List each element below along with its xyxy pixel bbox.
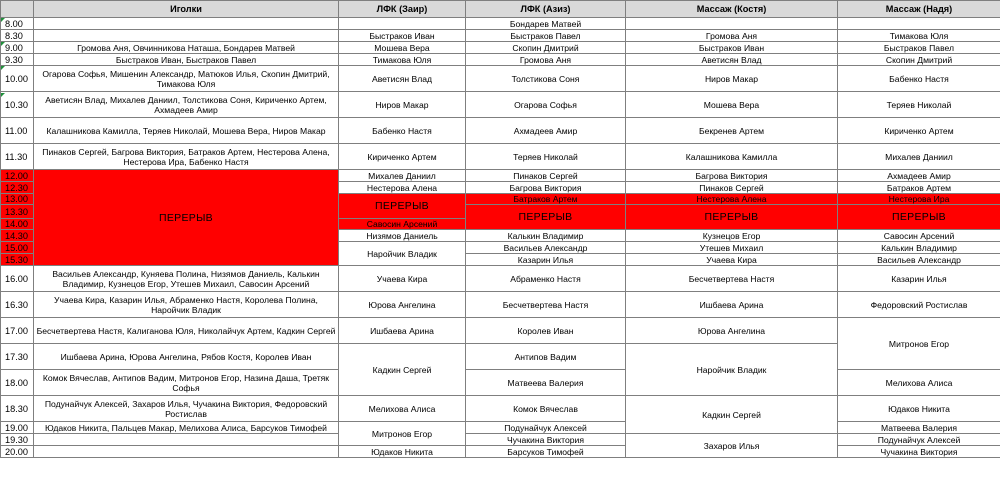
cell[interactable]: Ишбаева Арина bbox=[339, 318, 466, 344]
time-cell[interactable]: 20.00 bbox=[1, 446, 34, 458]
row-11-30 bbox=[1, 144, 1000, 170]
row-17-00 bbox=[1, 318, 1000, 344]
time-cell[interactable]: 13.00 bbox=[1, 194, 34, 205]
time-cell[interactable]: 10.00 bbox=[1, 66, 34, 92]
cell[interactable]: Аветисян Влад, Михалев Даниил, Толстикова Соня, Кириченко Артем, Ахмадеев Амир bbox=[34, 92, 339, 118]
cell[interactable]: Нестерова Ира bbox=[838, 194, 1000, 205]
comment-marker-icon bbox=[1, 66, 5, 70]
cell[interactable]: Васильев Александр, Куняева Полина, Низямов Даниель, Калькин Владимир, Кузнецов Егор, Утешев Михаил, Савосин Арсений bbox=[34, 266, 339, 292]
header-cell-needles[interactable]: Иголки bbox=[34, 1, 339, 18]
cell[interactable]: Скопин Дмитрий bbox=[466, 42, 626, 54]
cell[interactable]: Захаров Илья bbox=[626, 434, 838, 458]
time-cell[interactable]: 8.00 bbox=[1, 18, 34, 30]
cell[interactable]: Багрова Виктория bbox=[626, 170, 838, 182]
cell[interactable]: Багрова Виктория bbox=[466, 182, 626, 194]
time-cell[interactable]: 18.00 bbox=[1, 370, 34, 396]
row-10-00 bbox=[1, 66, 1000, 92]
cell[interactable]: Аветисян Влад bbox=[626, 54, 838, 66]
cell[interactable]: Низямов Даниель bbox=[339, 230, 466, 242]
row-9-30 bbox=[1, 54, 1000, 66]
comment-marker-icon bbox=[1, 93, 5, 97]
cell[interactable]: Пинаков Сергей bbox=[466, 170, 626, 182]
cell[interactable]: Федоровский Ростислав bbox=[838, 292, 1000, 318]
row-16-00 bbox=[1, 266, 1000, 292]
cell[interactable]: Утешев Михаил bbox=[626, 242, 838, 254]
cell[interactable]: Чучакина Виктория bbox=[838, 446, 1000, 458]
lfk-zair-break-cell[interactable]: ПЕРЕРЫВ bbox=[339, 194, 466, 219]
cell[interactable]: Быстраков Иван, Быстраков Павел bbox=[34, 54, 339, 66]
lfk-aziz-break-cell[interactable]: ПЕРЕРЫВ bbox=[466, 205, 626, 230]
cell[interactable]: Ишбаева Арина bbox=[626, 292, 838, 318]
cell[interactable]: Мелихова Алиса bbox=[838, 370, 1000, 396]
cell[interactable]: Мелихова Алиса bbox=[339, 396, 466, 422]
cell[interactable]: Пинаков Сергей bbox=[626, 182, 838, 194]
cell[interactable]: Комок Вячеслав, Антипов Вадим, Митронов Егор, Назина Даша, Третяк Софья bbox=[34, 370, 339, 396]
time-cell[interactable]: 17.00 bbox=[1, 318, 34, 344]
cell[interactable]: Калашникова Камилла bbox=[626, 144, 838, 170]
cell[interactable]: Быстраков Иван bbox=[339, 30, 466, 42]
time-cell[interactable]: 14.00 bbox=[1, 219, 34, 230]
time-cell[interactable]: 11.00 bbox=[1, 118, 34, 144]
cell[interactable]: Митронов Егор bbox=[838, 318, 1000, 370]
cell[interactable]: Ниров Макар bbox=[626, 66, 838, 92]
cell[interactable]: Громова Аня, Овчинникова Наташа, Бондарев Матвей bbox=[34, 42, 339, 54]
cell[interactable]: Громова Аня bbox=[626, 30, 838, 42]
cell[interactable]: Казарин Илья bbox=[466, 254, 626, 266]
cell[interactable]: Калашникова Камилла, Теряев Николай, Мошева Вера, Ниров Макар bbox=[34, 118, 339, 144]
time-cell[interactable]: 9.30 bbox=[1, 54, 34, 66]
cell[interactable]: Калькин Владимир bbox=[838, 242, 1000, 254]
comment-marker-icon bbox=[1, 42, 5, 46]
cell[interactable]: Наройчик Владик bbox=[339, 242, 466, 266]
cell[interactable]: Пинаков Сергей, Багрова Виктория, Батраков Артем, Нестерова Алена, Нестерова Ира, Бабенко Настя bbox=[34, 144, 339, 170]
cell[interactable]: Абраменко Настя bbox=[466, 266, 626, 292]
cell[interactable]: Юдаков Никита, Пальцев Макар, Мелихова Алиса, Барсуков Тимофей bbox=[34, 422, 339, 434]
cell[interactable]: Учаева Кира bbox=[339, 266, 466, 292]
cell[interactable]: Быстраков Павел bbox=[838, 42, 1000, 54]
cell[interactable]: Митронов Егор bbox=[339, 422, 466, 446]
cell[interactable] bbox=[339, 18, 466, 30]
time-cell[interactable]: 19.00 bbox=[1, 422, 34, 434]
time-cell[interactable]: 15.30 bbox=[1, 254, 34, 266]
row-18-30 bbox=[1, 396, 1000, 422]
cell[interactable]: Бабенко Настя bbox=[838, 66, 1000, 92]
cell[interactable]: Казарин Илья bbox=[838, 266, 1000, 292]
cell[interactable]: Тимакова Юля bbox=[838, 30, 1000, 42]
cell[interactable]: Барсуков Тимофей bbox=[466, 446, 626, 458]
time-cell[interactable]: 15.00 bbox=[1, 242, 34, 254]
cell[interactable]: Ишбаева Арина, Юрова Ангелина, Рябов Костя, Королев Иван bbox=[34, 344, 339, 370]
cell[interactable]: Савосин Арсений bbox=[838, 230, 1000, 242]
cell[interactable]: Нестерова Алена bbox=[339, 182, 466, 194]
cell[interactable]: Кадкин Сергей bbox=[339, 344, 466, 396]
needles-break-cell[interactable]: ПЕРЕРЫВ bbox=[34, 170, 339, 266]
time-cell[interactable]: 19.30 bbox=[1, 434, 34, 446]
cell[interactable] bbox=[34, 446, 339, 458]
time-cell[interactable]: 16.30 bbox=[1, 292, 34, 318]
cell[interactable]: Кадкин Сергей bbox=[626, 396, 838, 434]
time-cell[interactable]: 11.30 bbox=[1, 144, 34, 170]
header-cell-massage-nadya[interactable]: Массаж (Надя) bbox=[838, 1, 1000, 18]
row-19-00 bbox=[1, 422, 1000, 434]
cell[interactable]: Васильев Александр bbox=[838, 254, 1000, 266]
cell[interactable]: Михалев Даниил bbox=[339, 170, 466, 182]
time-cell[interactable]: 16.00 bbox=[1, 266, 34, 292]
time-cell[interactable]: 13.30 bbox=[1, 205, 34, 219]
cell[interactable]: Ниров Макар bbox=[339, 92, 466, 118]
cell[interactable]: Теряев Николай bbox=[466, 144, 626, 170]
time-cell[interactable]: 10.30 bbox=[1, 92, 34, 118]
header-cell-lfk-aziz[interactable]: ЛФК (Азиз) bbox=[466, 1, 626, 18]
row-8-30 bbox=[1, 30, 1000, 42]
cell[interactable]: Королев Иван bbox=[466, 318, 626, 344]
cell[interactable]: Чучакина Виктория bbox=[466, 434, 626, 446]
cell[interactable]: Толстикова Соня bbox=[466, 66, 626, 92]
cell[interactable]: Огарова Софья bbox=[466, 92, 626, 118]
cell[interactable]: Бекренев Артем bbox=[626, 118, 838, 144]
time-cell[interactable]: 17.30 bbox=[1, 344, 34, 370]
cell[interactable]: Батраков Артем bbox=[466, 194, 626, 205]
cell[interactable]: Юдаков Никита bbox=[838, 396, 1000, 422]
header-cell-lfk-zair[interactable]: ЛФК (Заир) bbox=[339, 1, 466, 18]
cell[interactable]: Васильев Александр bbox=[466, 242, 626, 254]
cell[interactable]: Теряев Николай bbox=[838, 92, 1000, 118]
cell[interactable]: Быстраков Иван bbox=[626, 42, 838, 54]
cell[interactable]: Мошева Вера bbox=[626, 92, 838, 118]
massage-kostya-break-cell[interactable]: ПЕРЕРЫВ bbox=[626, 205, 838, 230]
cell[interactable]: Юрова Ангелина bbox=[626, 318, 838, 344]
time-cell[interactable]: 14.30 bbox=[1, 230, 34, 242]
cell[interactable]: Савосин Арсений bbox=[339, 219, 466, 230]
cell[interactable] bbox=[626, 18, 838, 30]
cell[interactable]: Скопин Дмитрий bbox=[838, 54, 1000, 66]
row-11-00 bbox=[1, 118, 1000, 144]
row-16-30 bbox=[1, 292, 1000, 318]
time-cell[interactable]: 12.00 bbox=[1, 170, 34, 182]
cell[interactable]: Михалев Даниил bbox=[838, 144, 1000, 170]
row-20-00 bbox=[1, 446, 1000, 458]
cell[interactable]: Аветисян Влад bbox=[339, 66, 466, 92]
row-10-30 bbox=[1, 92, 1000, 118]
cell[interactable]: Бабенко Настя bbox=[339, 118, 466, 144]
header-row bbox=[1, 1, 1000, 18]
time-cell[interactable]: 9.00 bbox=[1, 42, 34, 54]
row-9-00 bbox=[1, 42, 1000, 54]
cell[interactable]: Учаева Кира bbox=[626, 254, 838, 266]
header-cell-massage-kostya[interactable]: Массаж (Костя) bbox=[626, 1, 838, 18]
row-19-30 bbox=[1, 434, 1000, 446]
time-cell[interactable]: 12.30 bbox=[1, 182, 34, 194]
cell[interactable]: Юдаков Никита bbox=[339, 446, 466, 458]
cell[interactable]: Ахмадеев Амир bbox=[466, 118, 626, 144]
comment-marker-icon bbox=[1, 18, 5, 22]
time-cell[interactable]: 18.30 bbox=[1, 396, 34, 422]
cell[interactable] bbox=[838, 18, 1000, 30]
cell[interactable] bbox=[34, 30, 339, 42]
cell[interactable] bbox=[34, 434, 339, 446]
cell[interactable]: Мошева Вера bbox=[339, 42, 466, 54]
cell[interactable]: Бондарев Матвей bbox=[466, 18, 626, 30]
cell[interactable]: Быстраков Павел bbox=[466, 30, 626, 42]
cell[interactable]: Матвеева Валерия bbox=[466, 370, 626, 396]
header-cell-time[interactable] bbox=[1, 1, 34, 18]
cell[interactable]: Батраков Артем bbox=[838, 182, 1000, 194]
cell[interactable]: Калькин Владимир bbox=[466, 230, 626, 242]
cell[interactable]: Тимакова Юля bbox=[339, 54, 466, 66]
cell[interactable]: Кириченко Артем bbox=[339, 144, 466, 170]
massage-nadya-break-cell[interactable]: ПЕРЕРЫВ bbox=[838, 205, 1000, 230]
cell[interactable]: Громова Аня bbox=[466, 54, 626, 66]
cell[interactable]: Подунайчук Алексей bbox=[466, 422, 626, 434]
cell[interactable]: Наройчик Владик bbox=[626, 344, 838, 396]
cell[interactable]: Комок Вячеслав bbox=[466, 396, 626, 422]
cell[interactable]: Подунайчук Алексей bbox=[838, 434, 1000, 446]
cell[interactable]: Кириченко Артем bbox=[838, 118, 1000, 144]
cell[interactable]: Бесчетвертева Настя bbox=[626, 266, 838, 292]
cell[interactable]: Огарова Софья, Мишенин Александр, Матюков Илья, Скопин Дмитрий, Тимакова Юля bbox=[34, 66, 339, 92]
cell[interactable]: Антипов Вадим bbox=[466, 344, 626, 370]
row-12-00 bbox=[1, 170, 1000, 182]
cell[interactable]: Нестерова Алена bbox=[626, 194, 838, 205]
cell[interactable]: Ахмадеев Амир bbox=[838, 170, 1000, 182]
cell[interactable]: Матвеева Валерия bbox=[838, 422, 1000, 434]
time-cell[interactable]: 8.30 bbox=[1, 30, 34, 42]
cell[interactable]: Учаева Кира, Казарин Илья, Абраменко Настя, Королева Полина, Наройчик Владик bbox=[34, 292, 339, 318]
cell[interactable]: Бесчетвертева Настя bbox=[466, 292, 626, 318]
row-8-00 bbox=[1, 18, 1000, 30]
cell[interactable]: Юрова Ангелина bbox=[339, 292, 466, 318]
cell[interactable] bbox=[34, 18, 339, 30]
cell[interactable]: Подунайчук Алексей, Захаров Илья, Чучакина Виктория, Федоровский Ростислав bbox=[34, 396, 339, 422]
cell[interactable]: Бесчетвертева Настя, Калиганова Юля, Николайчук Артем, Кадкин Сергей bbox=[34, 318, 339, 344]
row-18-00 bbox=[1, 370, 1000, 396]
cell[interactable]: Кузнецов Егор bbox=[626, 230, 838, 242]
